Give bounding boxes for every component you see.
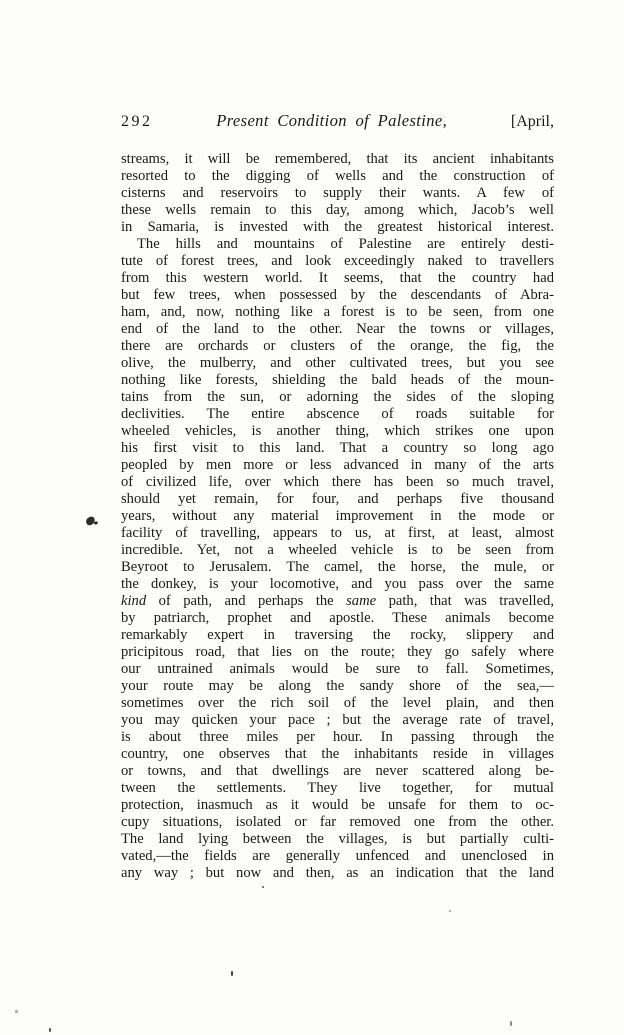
text-line: you may quicken your pace ; but the average rate of travel, — [121, 712, 554, 728]
text-line: nothing like forests, shielding the bald heads of the moun- — [121, 372, 554, 388]
text-line: years, without any material improvement in the mode or — [121, 508, 554, 524]
text-line: remarkably expert in traversing the rocky, slippery and — [121, 627, 554, 643]
text-line: streams, it will be remembered, that its ancient inhabitants — [121, 151, 554, 167]
text-block — [121, 111, 554, 882]
scan-speck — [231, 971, 233, 976]
margin-ink-mark — [85, 516, 96, 526]
text-line: but few trees, when possessed by the descendants of Abra- — [121, 287, 554, 303]
scan-speck — [510, 1021, 512, 1026]
text-line: Beyroot to Jerusalem. The camel, the horse, the mule, or — [121, 559, 554, 575]
text-line: tween the settlements. They live together, for mutual — [121, 780, 554, 796]
text-line: protection, inasmuch as it would be unsafe for them to oc- — [121, 797, 554, 813]
text-line: declivities. The entire abscence of roads suitable for — [121, 406, 554, 422]
text-line: cupy situations, isolated or far removed one from the other. — [121, 814, 554, 830]
running-title: Present Condition of Palestine, — [216, 111, 448, 130]
text-line: or towns, and that dwellings are never scattered along be- — [121, 763, 554, 779]
text-line: resorted to the digging of wells and the construction of — [121, 168, 554, 184]
text-line: incredible. Yet, not a wheeled vehicle is to be seen from — [121, 542, 554, 558]
page-number: 292 — [121, 113, 153, 130]
text-line: pricipitous road, that lies on the route; they go safely where — [121, 644, 554, 660]
running-header — [121, 111, 554, 132]
text-line: sometimes over the rich soil of the level plain, and then — [121, 695, 554, 711]
body-text — [121, 151, 554, 882]
text-line: facility of travelling, appears to us, at first, at least, almost — [121, 525, 554, 541]
paragraph — [121, 151, 554, 236]
text-line: tute of forest trees, and look exceedingly naked to travellers — [121, 253, 554, 269]
text-line: is about three miles per hour. In passing through the — [121, 729, 554, 745]
text-line: should yet remain, for four, and perhaps five thousand — [121, 491, 554, 507]
text-line: kind of path, and perhaps the same path, that was travelled, — [121, 593, 554, 609]
text-line: any way ; but now and then, as an indication that the land — [121, 865, 554, 881]
text-line: tains from the sun, or adorning the sides of the sloping — [121, 389, 554, 405]
text-line: wheeled vehicles, is another thing, which strikes one upon — [121, 423, 554, 439]
text-line: by patriarch, prophet and apostle. These animals become — [121, 610, 554, 626]
text-line: peopled by men more or less advanced in many of the arts — [121, 457, 554, 473]
text-line: these wells remain to this day, among which, Jacob’s well — [121, 202, 554, 218]
text-line: The hills and mountains of Palestine are entirely desti- — [137, 236, 554, 252]
text-line: end of the land to the other. Near the towns or villages, — [121, 321, 554, 337]
scan-speck — [262, 886, 264, 888]
text-line: from this western world. It seems, that the country had — [121, 270, 554, 286]
text-line: of civilized life, over which there has been so much travel, — [121, 474, 554, 490]
text-line: the donkey, is your locomotive, and you pass over the same — [121, 576, 554, 592]
text-line: vated,—the fields are generally unfenced and unenclosed in — [121, 848, 554, 864]
paragraph — [121, 236, 554, 882]
text-line: ham, and, now, nothing like a forest is to be seen, from one — [121, 304, 554, 320]
text-line: there are orchards or clusters of the orange, the fig, the — [121, 338, 554, 354]
text-line: The land lying between the villages, is but partially culti- — [121, 831, 554, 847]
text-line: his first visit to this land. That a country so long ago — [121, 440, 554, 456]
scan-speck — [449, 910, 451, 912]
text-line: your route may be along the sandy shore of the sea,— — [121, 678, 554, 694]
text-line: cisterns and reservoirs to supply their wants. A few of — [121, 185, 554, 201]
scan-speck — [15, 1010, 18, 1013]
scan-speck — [49, 1028, 51, 1032]
issue-date-label: [April, — [510, 113, 554, 130]
text-line: olive, the mulberry, and other cultivated trees, but you see — [121, 355, 554, 371]
text-line: in Samaria, is invested with the greatest historical interest. — [121, 219, 554, 235]
text-line: our untrained animals would be sure to fall. Sometimes, — [121, 661, 554, 677]
text-line: country, one observes that the inhabitants reside in villages — [121, 746, 554, 762]
